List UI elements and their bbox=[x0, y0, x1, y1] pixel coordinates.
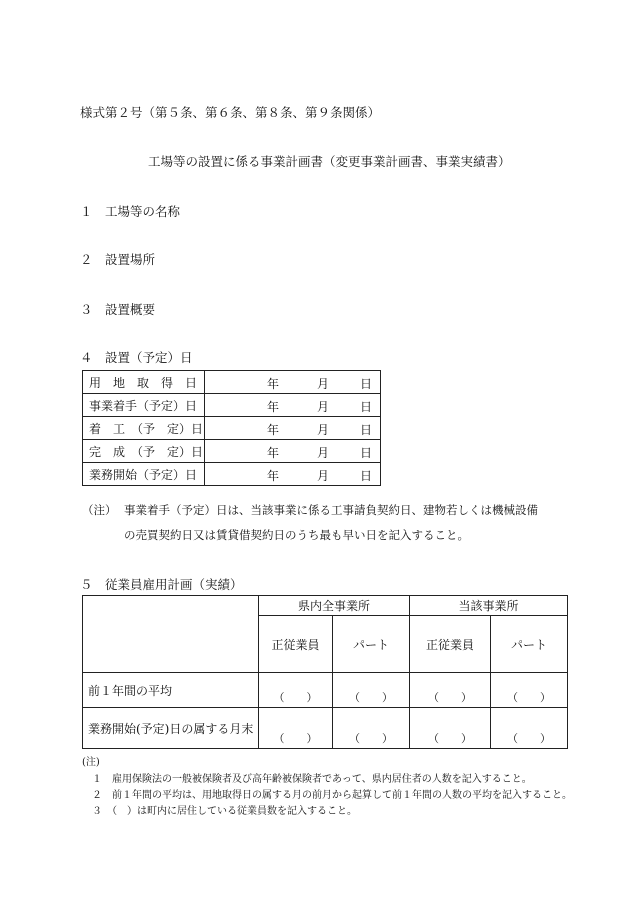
date-value-cell[interactable] bbox=[205, 394, 381, 417]
row-label-month-end: 業務開始(予定)日の属する月末 bbox=[83, 708, 259, 749]
date-value-cell[interactable] bbox=[205, 371, 381, 394]
parenthesis-count: （ ） bbox=[273, 691, 318, 704]
header-this-office: 当該事業所 bbox=[410, 596, 568, 616]
document-title: 工場等の設置に係る事業計画書（変更事業計画書、事業実績書） bbox=[148, 154, 511, 169]
col-header-part: パート bbox=[491, 616, 568, 673]
form-label: 様式第２号（第５条、第６条、第８条、第９条関係） bbox=[80, 105, 381, 120]
table-row bbox=[83, 708, 568, 749]
row-label-project-start: 事業着手（予定）日 bbox=[83, 394, 205, 417]
day-label: 日 bbox=[360, 423, 373, 437]
header-blank-cell bbox=[83, 596, 259, 673]
count-cell[interactable] bbox=[491, 708, 568, 749]
date-value-cell[interactable] bbox=[205, 440, 381, 463]
parenthesis-count: （ ） bbox=[428, 732, 472, 745]
parenthesis-count: （ ） bbox=[507, 691, 551, 704]
year-label: 年 bbox=[267, 423, 280, 437]
year-label: 年 bbox=[267, 469, 280, 483]
col-header-regular: 正従業員 bbox=[410, 616, 491, 673]
table-row bbox=[83, 371, 381, 394]
year-label: 年 bbox=[267, 377, 280, 391]
parenthesis-count: （ ） bbox=[349, 732, 393, 745]
month-label: 月 bbox=[317, 446, 330, 460]
row-label-construction-start: 着 工 （予 定）日 bbox=[83, 417, 205, 440]
employment-note-3: ３ （ ）は町内に居住している従業員数を記入すること。 bbox=[92, 806, 357, 817]
header-all-offices: 県内全事業所 bbox=[259, 596, 410, 616]
table-row bbox=[83, 596, 568, 616]
date-value-cell[interactable] bbox=[205, 463, 381, 486]
count-cell[interactable] bbox=[333, 708, 410, 749]
parenthesis-count: （ ） bbox=[273, 732, 318, 745]
day-label: 日 bbox=[360, 377, 373, 391]
table-row bbox=[83, 394, 381, 417]
month-label: 月 bbox=[317, 377, 330, 391]
table-row bbox=[83, 440, 381, 463]
table-row bbox=[83, 673, 568, 708]
employment-note-1: １ 雇用保険法の一般被保険者及び高年齢被保険者であって、県内居住者の人数を記入すること。 bbox=[92, 774, 532, 785]
row-label-completion: 完 成 （予 定）日 bbox=[83, 440, 205, 463]
month-label: 月 bbox=[317, 423, 330, 437]
parenthesis-count: （ ） bbox=[428, 691, 472, 704]
section-1-heading: １ 工場等の名称 bbox=[80, 204, 181, 219]
parenthesis-count: （ ） bbox=[507, 732, 551, 745]
section-3-heading: ３ 設置概要 bbox=[80, 302, 156, 317]
section-5-heading: ５ 従業員雇用計画（実績） bbox=[80, 577, 243, 592]
table-row bbox=[83, 417, 381, 440]
date-value-cell[interactable] bbox=[205, 417, 381, 440]
dates-note-line-1: 事業着手（予定）日は、当該事業に係る工事請負契約日、建物若しくは機械設備 bbox=[124, 503, 538, 517]
year-label: 年 bbox=[267, 400, 280, 414]
col-header-regular: 正従業員 bbox=[259, 616, 333, 673]
table-row bbox=[83, 463, 381, 486]
month-label: 月 bbox=[317, 400, 330, 414]
row-label-operation-start: 業務開始（予定）日 bbox=[83, 463, 205, 486]
section-2-heading: ２ 設置場所 bbox=[80, 252, 156, 267]
row-label-prior-year-average: 前１年間の平均 bbox=[83, 673, 259, 708]
count-cell[interactable] bbox=[259, 708, 333, 749]
dates-table bbox=[82, 370, 381, 486]
day-label: 日 bbox=[360, 446, 373, 460]
count-cell[interactable] bbox=[259, 673, 333, 708]
employment-note-2: ２ 前１年間の平均は、用地取得日の属する月の前月から起算して前１年間の人数の平均を記入すること。 bbox=[92, 790, 572, 801]
employment-notes-label: (注) bbox=[82, 757, 100, 768]
count-cell[interactable] bbox=[410, 673, 491, 708]
day-label: 日 bbox=[360, 469, 373, 483]
count-cell[interactable] bbox=[491, 673, 568, 708]
year-label: 年 bbox=[267, 446, 280, 460]
count-cell[interactable] bbox=[410, 708, 491, 749]
count-cell[interactable] bbox=[333, 673, 410, 708]
day-label: 日 bbox=[360, 400, 373, 414]
dates-note-line-2: の売買契約日又は賃貸借契約日のうち最も早い日を記入すること。 bbox=[124, 528, 469, 542]
parenthesis-count: （ ） bbox=[349, 691, 393, 704]
employment-table bbox=[82, 595, 568, 749]
month-label: 月 bbox=[317, 469, 330, 483]
row-label-land-acquisition: 用 地 取 得 日 bbox=[83, 371, 205, 394]
dates-note-label: （注） bbox=[82, 503, 117, 517]
col-header-part: パート bbox=[333, 616, 410, 673]
section-4-heading: ４ 設置（予定）日 bbox=[80, 350, 193, 365]
